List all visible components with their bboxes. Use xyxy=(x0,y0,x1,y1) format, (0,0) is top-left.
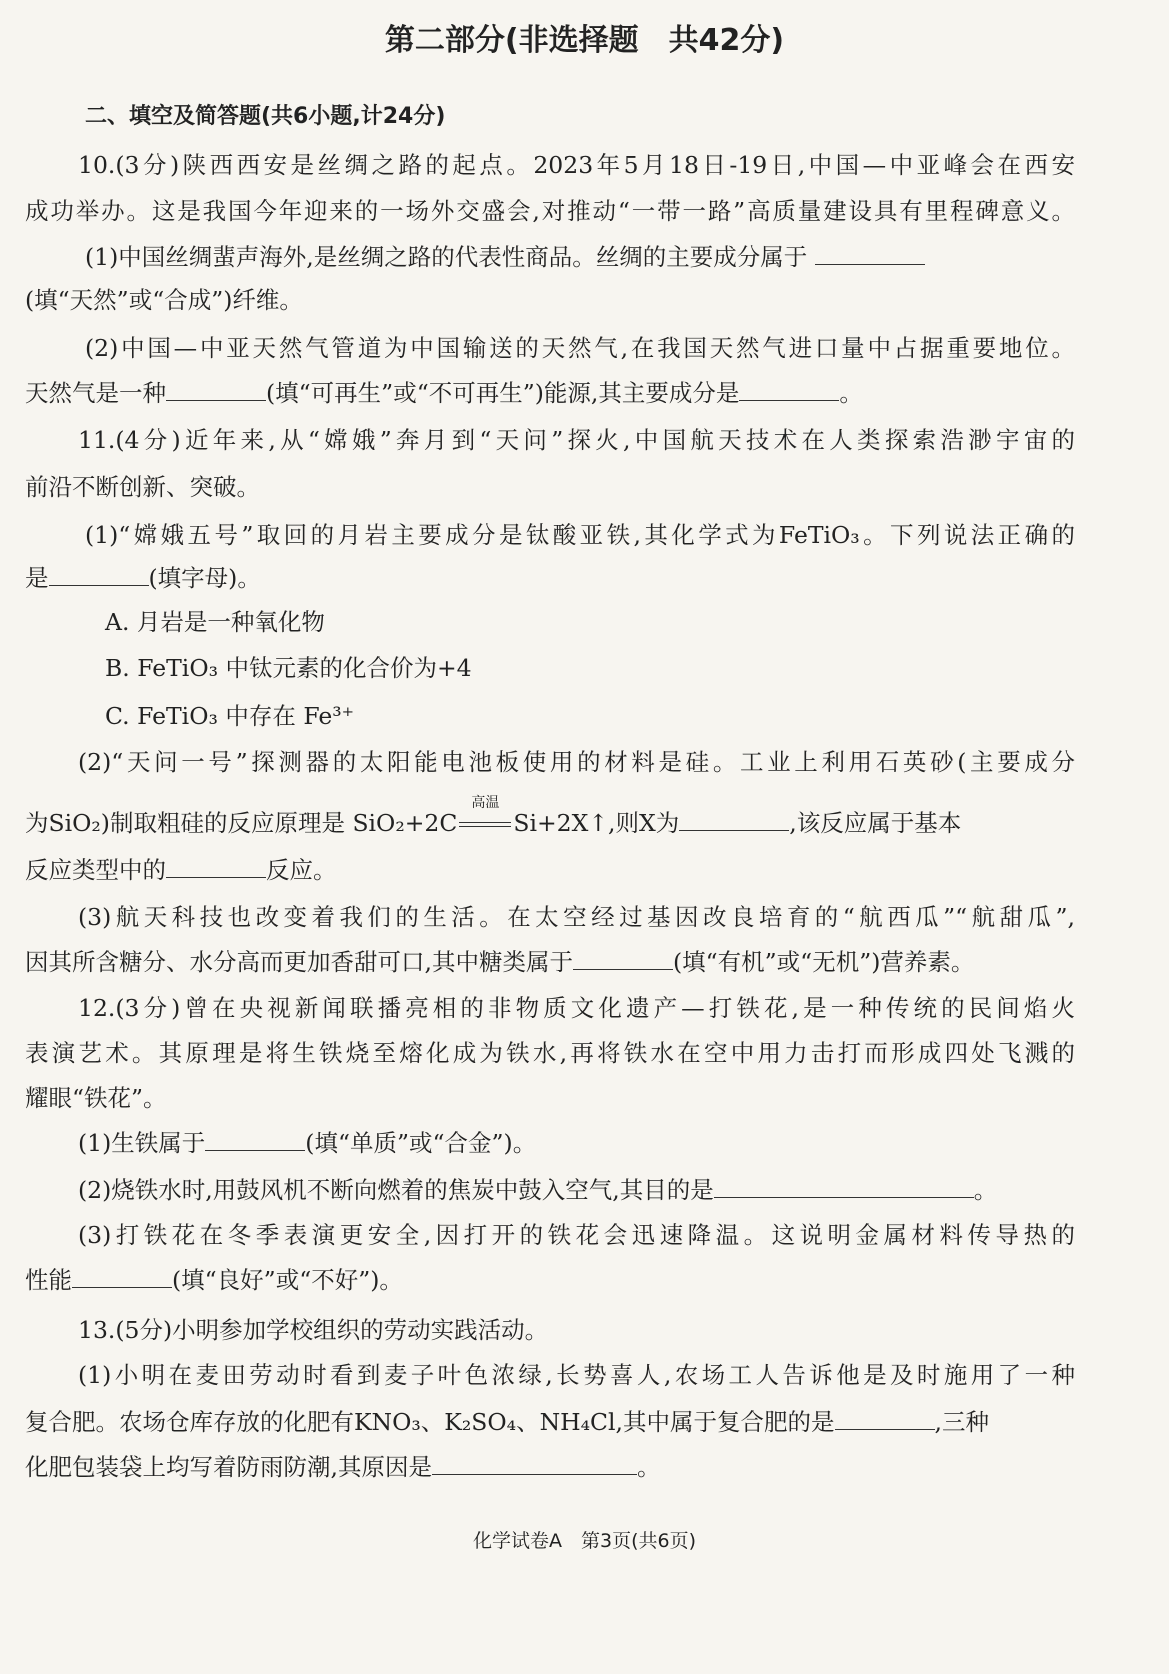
option-a: A. 月岩是一种氧化物 xyxy=(105,608,325,636)
q12-stem-line1: 12.(3分)曾在央视新闻联播亮相的非物质文化遗产—打铁花,是一种传统的民间焰火 xyxy=(78,994,1075,1022)
q11-part3-text: (填“有机”或“无机”)营养素。 xyxy=(672,948,975,976)
q12-part3-text: (填“良好”或“不好”)。 xyxy=(172,1266,403,1294)
answer-blank xyxy=(679,808,789,831)
answer-blank xyxy=(815,242,925,265)
q11-stem-line2: 前沿不断创新、突破。 xyxy=(25,473,260,501)
part-title: 第二部分(非选择题 共42分) xyxy=(384,23,785,58)
answer-blank xyxy=(49,563,149,586)
option-b: B. FeTiO₃ 中钛元素的化合价为+4 xyxy=(105,654,472,682)
q12-part2-text: (2)烧铁水时,用鼓风机不断向燃着的焦炭中鼓入空气,其目的是 xyxy=(78,1176,714,1204)
section-heading: 二、填空及简答题(共6小题,计24分) xyxy=(85,104,446,129)
reaction-condition: 高温 xyxy=(471,795,500,811)
q13-part1-cont2 xyxy=(25,1452,660,1482)
answer-blank xyxy=(573,947,673,970)
page-footer: 化学试卷A 第3页(共6页) xyxy=(472,1530,696,1552)
q13-part1-text: 。 xyxy=(636,1453,661,1481)
q11-part2-cont2 xyxy=(25,855,337,885)
reaction-arrow xyxy=(457,795,513,838)
q13-part1: (1)小明在麦田劳动时看到麦子叶色浓绿,长势喜人,农场工人告诉他是及时施用了一种 xyxy=(78,1361,1075,1389)
q10-part1-text: (1)中国丝绸蜚声海外,是丝绸之路的代表性商品。丝绸的主要成分属于 xyxy=(85,243,808,271)
q10-stem-line1: 10.(3分)陕西西安是丝绸之路的起点。2023年5月18日-19日,中国—中亚峰会在西安 xyxy=(78,151,1075,179)
q13-part1-cont xyxy=(25,1407,989,1437)
answer-blank xyxy=(714,1175,974,1198)
option-c: C. FeTiO₃ 中存在 Fe³⁺ xyxy=(105,702,355,730)
q10-part1 xyxy=(85,242,925,272)
q12-part1-text: (填“单质”或“合金”)。 xyxy=(305,1129,537,1157)
answer-blank xyxy=(72,1265,172,1288)
q11-part3-text: 因其所含糖分、水分高而更加香甜可口,其中糖类属于 xyxy=(25,948,573,976)
q11-part1-text: 是 xyxy=(25,564,49,592)
q13-stem: 13.(5分)小明参加学校组织的劳动实践活动。 xyxy=(78,1316,549,1344)
answer-blank xyxy=(835,1407,935,1430)
q11-part3: (3)航天科技也改变着我们的生活。在太空经过基因改良培育的“航西瓜”“航甜瓜”, xyxy=(78,903,1075,931)
answer-blank xyxy=(205,1128,305,1151)
q11-part2-text: ,该反应属于基本 xyxy=(789,809,962,837)
q12-part3-cont xyxy=(25,1265,403,1295)
q11-part1: (1)“嫦娥五号”取回的月岩主要成分是钛酸亚铁,其化学式为FeTiO₃。下列说法正确的 xyxy=(85,521,1075,549)
q13-part1-text: ,三种 xyxy=(934,1408,989,1436)
q11-part2-text: 为SiO₂)制取粗硅的反应原理是 SiO₂+2C xyxy=(25,809,458,837)
q10-part2-text: (填“可再生”或“不可再生”)能源,其主要成分是 xyxy=(266,379,740,407)
q10-stem-line2: 成功举办。这是我国今年迎来的一场外交盛会,对推动“一带一路”高质量建设具有里程碑意义。 xyxy=(25,197,1075,225)
q11-part2-text: 反应。 xyxy=(266,856,337,884)
q11-part2-cont xyxy=(25,795,962,838)
q11-part2-text: Si+2X↑,则X为 xyxy=(513,809,680,837)
q12-stem-line2: 表演艺术。其原理是将生铁烧至熔化成为铁水,再将铁水在空中用力击打而形成四处飞溅的 xyxy=(25,1039,1075,1067)
answer-blank xyxy=(432,1452,637,1475)
q12-part1 xyxy=(78,1128,536,1158)
q13-part1-text: 复合肥。农场仓库存放的化肥有KNO₃、K₂SO₄、NH₄Cl,其中属于复合肥的是 xyxy=(25,1408,835,1436)
q12-part2 xyxy=(78,1175,997,1205)
q12-part2-text: 。 xyxy=(973,1176,998,1204)
q11-part2-text: 反应类型中的 xyxy=(25,856,166,884)
q12-stem-line3: 耀眼“铁花”。 xyxy=(25,1084,167,1112)
q10-part2-text: 。 xyxy=(839,379,863,407)
q13-part1-text: 化肥包装袋上均写着防雨防潮,其原因是 xyxy=(25,1453,432,1481)
answer-blank xyxy=(166,855,266,878)
q11-part3-cont xyxy=(25,947,974,977)
answer-blank xyxy=(739,378,839,401)
q10-part1-cont: (填“天然”或“合成”)纤维。 xyxy=(25,286,303,314)
q10-part2: (2)中国—中亚天然气管道为中国输送的天然气,在我国天然气进口量中占据重要地位。 xyxy=(85,334,1075,362)
q10-part2-text: 天然气是一种 xyxy=(25,379,166,407)
q12-part3: (3)打铁花在冬季表演更安全,因打开的铁花会迅速降温。这说明金属材料传导热的 xyxy=(78,1221,1075,1249)
q12-part1-text: (1)生铁属于 xyxy=(78,1129,206,1157)
q11-part2: (2)“天问一号”探测器的太阳能电池板使用的材料是硅。工业上利用石英砂(主要成分 xyxy=(78,748,1075,776)
answer-blank xyxy=(166,378,266,401)
q11-part1-cont xyxy=(25,563,261,593)
q11-stem-line1: 11.(4分)近年来,从“嫦娥”奔月到“天问”探火,中国航天技术在人类探索浩渺宇宙的 xyxy=(78,426,1075,454)
q12-part3-text: 性能 xyxy=(25,1266,72,1294)
q10-part2-cont xyxy=(25,378,863,408)
q11-part1-text: (填字母)。 xyxy=(148,564,261,592)
